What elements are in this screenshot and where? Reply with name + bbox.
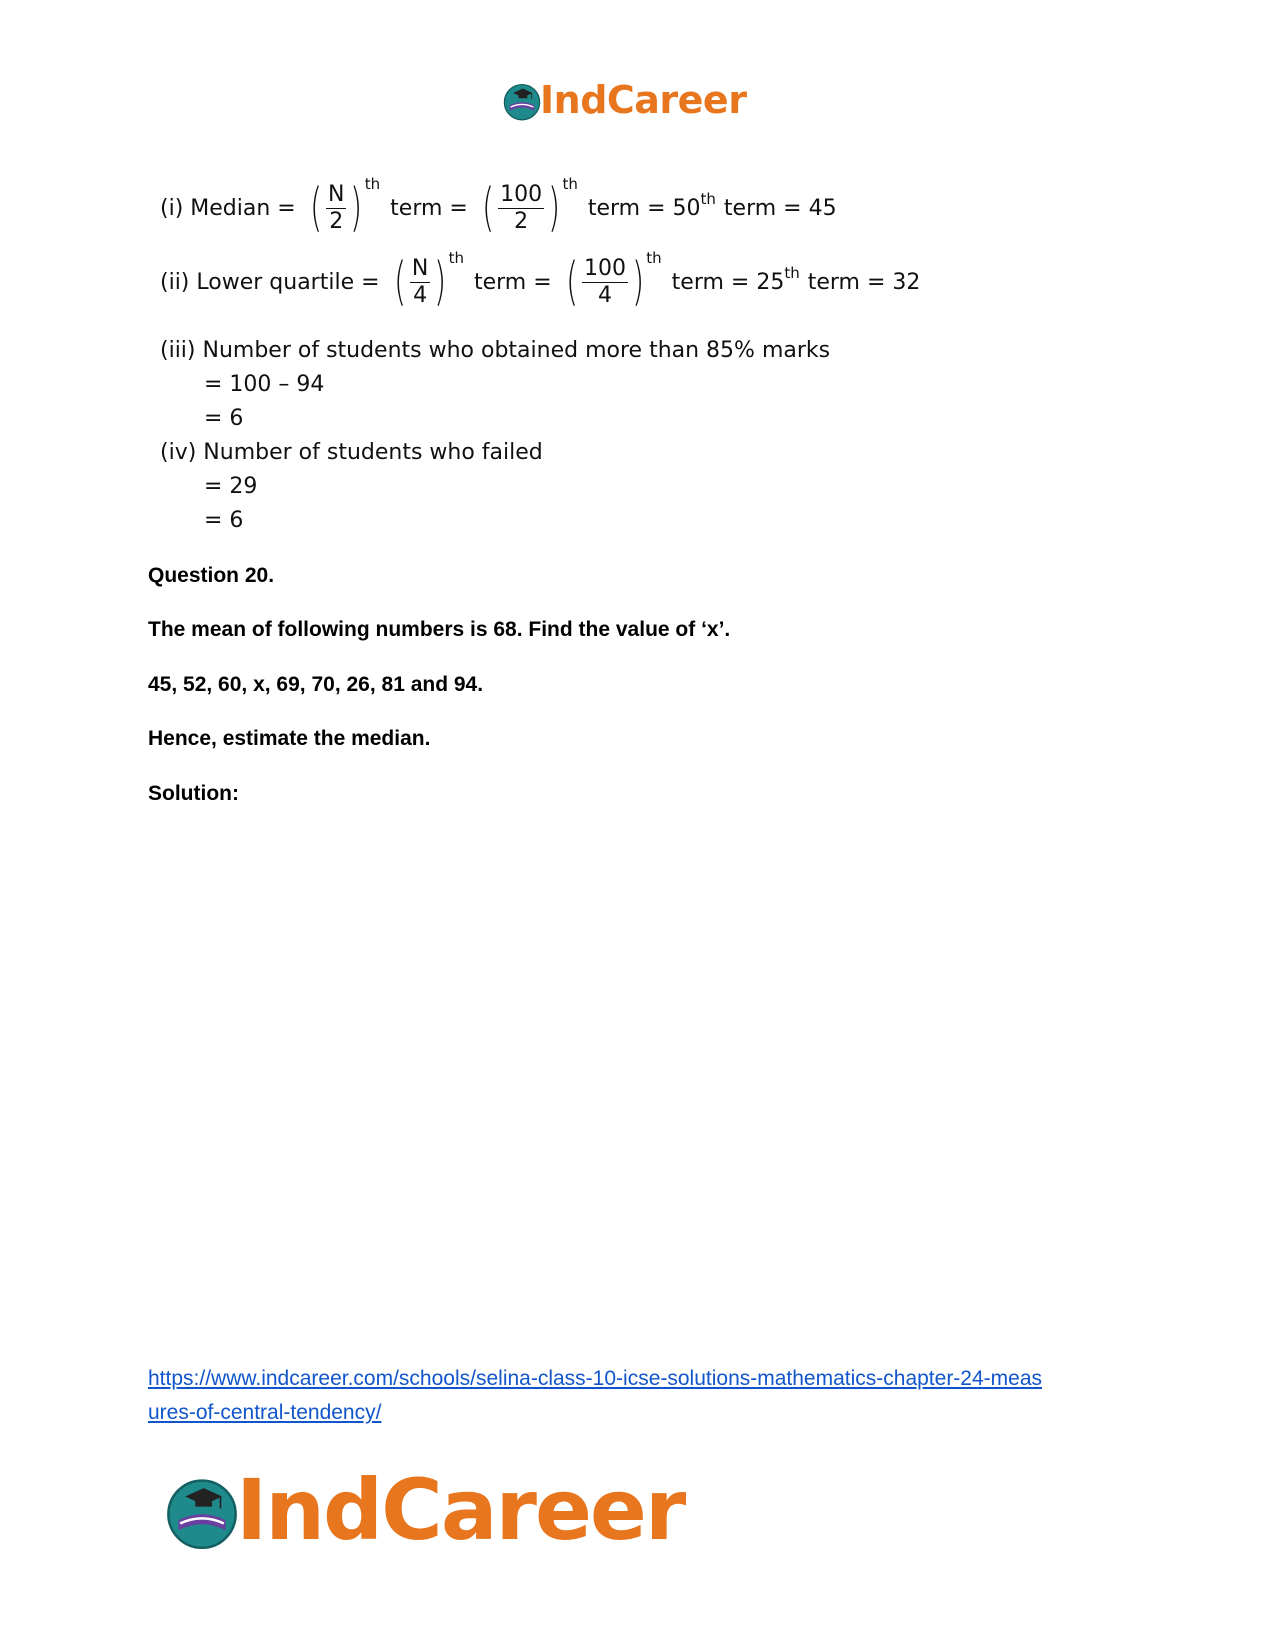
solution-label: Solution: (148, 782, 239, 805)
fraction-n-over-4: ( $\frac{N}{4}$ ) th (393, 249, 464, 312)
header-logo-text: IndCareer (540, 78, 747, 122)
math-line-iv-step2: = 6 (204, 508, 244, 533)
median-result: term = 45 (723, 195, 837, 221)
term-value: term = 25 (671, 269, 785, 295)
math-line-iii-step1: = 100 – 94 (204, 372, 325, 397)
fraction-100-over-2: ( $\frac{100}{2}$ ) th (481, 175, 578, 238)
question-task: Hence, estimate the median. (148, 727, 431, 750)
median-label: (i) Median = (160, 195, 296, 221)
term-text: term = (390, 195, 468, 221)
math-line-iv-step1: = 29 (204, 474, 258, 499)
math-line-iii-step2: = 6 (204, 406, 244, 431)
median-line: (i) Median = ( $\frac{N}{2}$ ) th term = ( $\frac{100}{2}$ ) th term = 50 th term = 45 (160, 175, 837, 238)
graduation-book-globe-icon (160, 1468, 244, 1552)
term-value: term = 50 (587, 195, 701, 221)
header-logo (500, 78, 746, 122)
lower-quartile-line: (ii) Lower quartile = ( $\frac{N}{4}$ ) th term = ( $\frac{100}{4}$ ) th term = 25 th term = 32 (160, 249, 921, 312)
lower-quartile-result: term = 32 (807, 269, 921, 295)
fraction-100-over-4: ( $\frac{100}{4}$ ) th (565, 249, 662, 312)
footer-logo (160, 1461, 685, 1559)
fraction-n-over-2: ( $\frac{N}{2}$ ) th (309, 175, 381, 238)
math-line-iii: (iii) Number of students who obtained more than 85% marks (160, 338, 831, 363)
math-line-iv: (iv) Number of students who failed (160, 440, 543, 465)
lower-quartile-label: (ii) Lower quartile = (160, 269, 380, 295)
source-link-line2[interactable]: ures-of-central-tendency/ (148, 1401, 382, 1424)
footer-logo-text: IndCareer (236, 1461, 685, 1559)
question-title: Question 20. (148, 564, 275, 587)
graduation-book-globe-icon (500, 78, 544, 122)
term-text: term = (473, 269, 552, 295)
question-statement: The mean of following numbers is 68. Find the value of ‘x’. (148, 618, 731, 641)
question-numbers: 45, 52, 60, x, 69, 70, 26, 81 and 94. (148, 673, 484, 696)
source-link-line1[interactable]: https://www.indcareer.com/schools/selina-class-10-icse-solutions-mathematics-chapter-24-meas (148, 1367, 1043, 1390)
